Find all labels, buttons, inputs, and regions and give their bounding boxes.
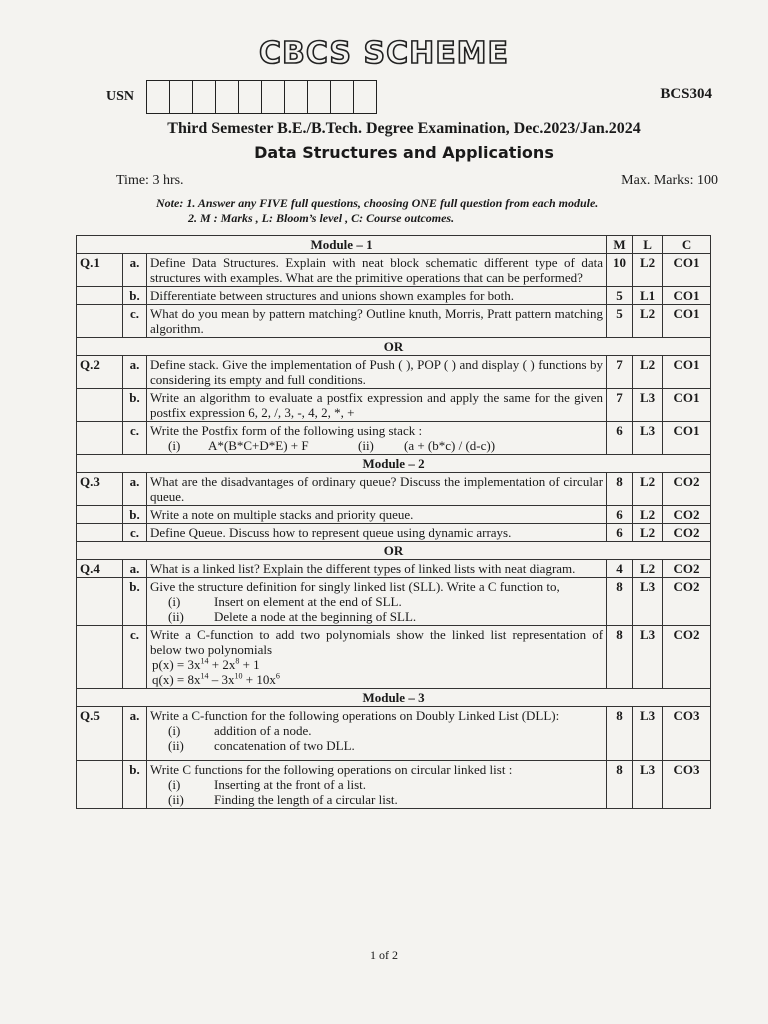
question-text: What do you mean by pattern matching? Outline knuth, Morris, Pratt pattern matching algorithm. [147, 305, 607, 338]
or-row [77, 338, 711, 356]
marks-cell: 7 [607, 356, 633, 389]
question-text [147, 422, 607, 455]
level-cell: L2 [633, 506, 663, 524]
sub-part-text: Inserting at the front of a list. [214, 777, 366, 792]
question-number [77, 506, 123, 524]
poly-term: + 10x [242, 672, 276, 687]
sub-part [150, 777, 603, 792]
expression: (a + (b*c) / (d-c)) [404, 438, 496, 453]
sub-label: c. [123, 524, 147, 542]
question-row [77, 473, 711, 506]
expression: A*(B*C+D*E) + F [208, 438, 309, 453]
marks-cell: 4 [607, 560, 633, 578]
time-duration: Time: 3 hrs. [116, 173, 184, 188]
question-row [77, 305, 711, 338]
marks-cell: 10 [607, 254, 633, 287]
or-divider: OR [77, 338, 711, 356]
question-number [77, 305, 123, 338]
marks-cell: 6 [607, 506, 633, 524]
usn-box [331, 81, 354, 113]
question-number [77, 422, 123, 455]
page-number: 1 of 2 [370, 948, 398, 962]
marks-cell: 8 [607, 578, 633, 626]
sub-label: a. [123, 356, 147, 389]
usn-box [239, 81, 262, 113]
module-header-row [77, 236, 711, 254]
level-cell: L3 [633, 422, 663, 455]
question-row [77, 707, 711, 761]
outcome-cell: CO2 [663, 524, 711, 542]
question-number [77, 578, 123, 626]
sub-parts [150, 438, 603, 453]
poly-term: p(x) = 3x [152, 657, 201, 672]
outcome-cell: CO2 [663, 578, 711, 626]
sub-part [150, 738, 603, 759]
question-stem: Write C functions for the following operations on circular linked list : [150, 762, 513, 777]
usn-box [216, 81, 239, 113]
outcome-cell: CO2 [663, 626, 711, 689]
outcome-cell: CO3 [663, 761, 711, 809]
question-number: Q.3 [77, 473, 123, 506]
outcome-cell: CO1 [663, 287, 711, 305]
level-cell: L2 [633, 254, 663, 287]
level-cell: L2 [633, 356, 663, 389]
module-header-row [77, 455, 711, 473]
question-row [77, 578, 711, 626]
sub-label: a. [123, 707, 147, 761]
poly-exponent: 14 [200, 656, 209, 666]
question-text: Define Queue. Discuss how to represent queue using dynamic arrays. [147, 524, 607, 542]
level-cell: L2 [633, 560, 663, 578]
level-cell: L3 [633, 761, 663, 809]
roman-numeral: (ii) [168, 792, 184, 807]
polynomial-p [150, 657, 603, 672]
usn-box [354, 81, 376, 113]
outcome-cell: CO1 [663, 389, 711, 422]
question-row [77, 560, 711, 578]
marks-cell: 7 [607, 389, 633, 422]
poly-term: – 3x [208, 672, 235, 687]
outcome-cell: CO1 [663, 305, 711, 338]
max-marks: Max. Marks: 100 [621, 173, 718, 188]
sub-label: a. [123, 560, 147, 578]
usn-box [308, 81, 331, 113]
question-text: Define stack. Give the implementation of Push ( ), POP ( ) and display ( ) functions by considering its empty and full conditions. [147, 356, 607, 389]
question-row [77, 761, 711, 809]
sub-label: a. [123, 254, 147, 287]
question-row [77, 626, 711, 689]
sub-part-text: Delete a node at the beginning of SLL. [214, 609, 417, 624]
roman-numeral: (i) [168, 594, 181, 609]
col-outcome-header: C [663, 236, 711, 254]
or-row [77, 542, 711, 560]
question-row [77, 524, 711, 542]
question-number [77, 389, 123, 422]
question-number: Q.5 [77, 707, 123, 761]
usn-box [170, 81, 193, 113]
polynomial-q [150, 672, 603, 687]
usn-row [106, 80, 377, 114]
roman-numeral: (ii) [168, 609, 184, 624]
question-text: Write an algorithm to evaluate a postfix expression and apply the same for the given postfix expression 6, 2, /, 3, -, 4, 2, *, + [147, 389, 607, 422]
question-text: What is a linked list? Explain the different types of linked lists with neat diagram. [147, 560, 607, 578]
usn-box [193, 81, 216, 113]
note-line-1: Note: 1. Answer any FIVE full questions, choosing ONE full question from each module. [156, 196, 599, 210]
course-code: BCS304 [660, 86, 712, 102]
poly-exponent: 10 [234, 671, 243, 681]
instructions-note [156, 196, 598, 226]
level-cell: L2 [633, 305, 663, 338]
sub-label: a. [123, 473, 147, 506]
usn-box [262, 81, 285, 113]
sub-label: b. [123, 389, 147, 422]
module-title: Module – 1 [77, 236, 607, 254]
outcome-cell: CO2 [663, 560, 711, 578]
level-cell: L2 [633, 473, 663, 506]
module-title: Module – 3 [77, 689, 711, 707]
question-text: What are the disadvantages of ordinary queue? Discuss the implementation of circular queue. [147, 473, 607, 506]
question-row [77, 389, 711, 422]
level-cell: L3 [633, 626, 663, 689]
sub-label: c. [123, 305, 147, 338]
sub-label: b. [123, 761, 147, 809]
question-stem: Write the Postfix form of the following using stack : [150, 423, 423, 438]
question-text: Write a note on multiple stacks and priority queue. [147, 506, 607, 524]
roman-numeral: (i) [168, 777, 181, 792]
sub-part [150, 594, 603, 609]
sub-part-text: Insert on element at the end of SLL. [214, 594, 402, 609]
question-table [76, 235, 711, 809]
poly-term: + 1 [239, 657, 260, 672]
question-stem: Give the structure definition for singly linked list (SLL). Write a C function to, [150, 579, 560, 594]
poly-exponent: 14 [200, 671, 209, 681]
sub-part-text: addition of a node. [214, 723, 312, 738]
roman-numeral: (i) [168, 723, 181, 738]
exam-title: Third Semester B.E./B.Tech. Degree Examination, Dec.2023/Jan.2024 [167, 120, 641, 137]
question-stem: Write a C-function to add two polynomials show the linked list representation of below two polynomials [150, 627, 604, 657]
sub-part [150, 792, 603, 807]
marks-cell: 6 [607, 422, 633, 455]
question-row [77, 422, 711, 455]
subject-title: Data Structures and Applications [254, 143, 554, 162]
col-marks-header: M [607, 236, 633, 254]
outcome-cell: CO2 [663, 473, 711, 506]
outcome-cell: CO2 [663, 506, 711, 524]
poly-exponent: 8 [235, 656, 240, 666]
poly-exponent: 6 [275, 671, 280, 681]
usn-boxes [146, 80, 377, 114]
note-line-2: 2. M : Marks , L: Bloom’s level , C: Course outcomes. [188, 211, 455, 225]
roman-numeral: (ii) [358, 438, 374, 453]
question-number [77, 761, 123, 809]
sub-label: c. [123, 626, 147, 689]
question-text [147, 578, 607, 626]
marks-cell: 6 [607, 524, 633, 542]
marks-cell: 8 [607, 707, 633, 761]
col-level-header: L [633, 236, 663, 254]
question-number [77, 626, 123, 689]
level-cell: L3 [633, 389, 663, 422]
scheme-logo: CBCS SCHEME [258, 36, 510, 71]
marks-cell: 5 [607, 305, 633, 338]
outcome-cell: CO1 [663, 356, 711, 389]
question-text [147, 626, 607, 689]
question-text: Differentiate between structures and unions shown examples for both. [147, 287, 607, 305]
question-number [77, 287, 123, 305]
question-number: Q.4 [77, 560, 123, 578]
sub-label: b. [123, 506, 147, 524]
or-divider: OR [77, 542, 711, 560]
usn-box [147, 81, 170, 113]
module-title: Module – 2 [77, 455, 711, 473]
outcome-cell: CO1 [663, 254, 711, 287]
question-text [147, 761, 607, 809]
level-cell: L3 [633, 707, 663, 761]
level-cell: L1 [633, 287, 663, 305]
sub-part [150, 609, 603, 624]
roman-numeral: (i) [168, 438, 181, 453]
question-text: Define Data Structures. Explain with neat block schematic different type of data structures with examples. What are the primitive operations that can be performed? [147, 254, 607, 287]
question-number [77, 524, 123, 542]
sub-part [150, 723, 603, 738]
usn-box [285, 81, 308, 113]
level-cell: L2 [633, 524, 663, 542]
roman-numeral: (ii) [168, 738, 184, 753]
sub-part-text: concatenation of two DLL. [214, 738, 355, 753]
sub-label: b. [123, 287, 147, 305]
question-row [77, 356, 711, 389]
question-number: Q.1 [77, 254, 123, 287]
question-text [147, 707, 607, 761]
marks-cell: 5 [607, 287, 633, 305]
marks-cell: 8 [607, 761, 633, 809]
module-header-row [77, 689, 711, 707]
sub-label: b. [123, 578, 147, 626]
question-row [77, 254, 711, 287]
level-cell: L3 [633, 578, 663, 626]
poly-term: q(x) = 8x [152, 672, 201, 687]
usn-label: USN [106, 89, 135, 104]
outcome-cell: CO1 [663, 422, 711, 455]
poly-term: + 2x [208, 657, 236, 672]
marks-cell: 8 [607, 626, 633, 689]
sub-label: c. [123, 422, 147, 455]
question-stem: Write a C-function for the following operations on Doubly Linked List (DLL): [150, 708, 560, 723]
marks-cell: 8 [607, 473, 633, 506]
outcome-cell: CO3 [663, 707, 711, 761]
question-number: Q.2 [77, 356, 123, 389]
question-row [77, 506, 711, 524]
question-row [77, 287, 711, 305]
sub-part-text: Finding the length of a circular list. [214, 792, 398, 807]
